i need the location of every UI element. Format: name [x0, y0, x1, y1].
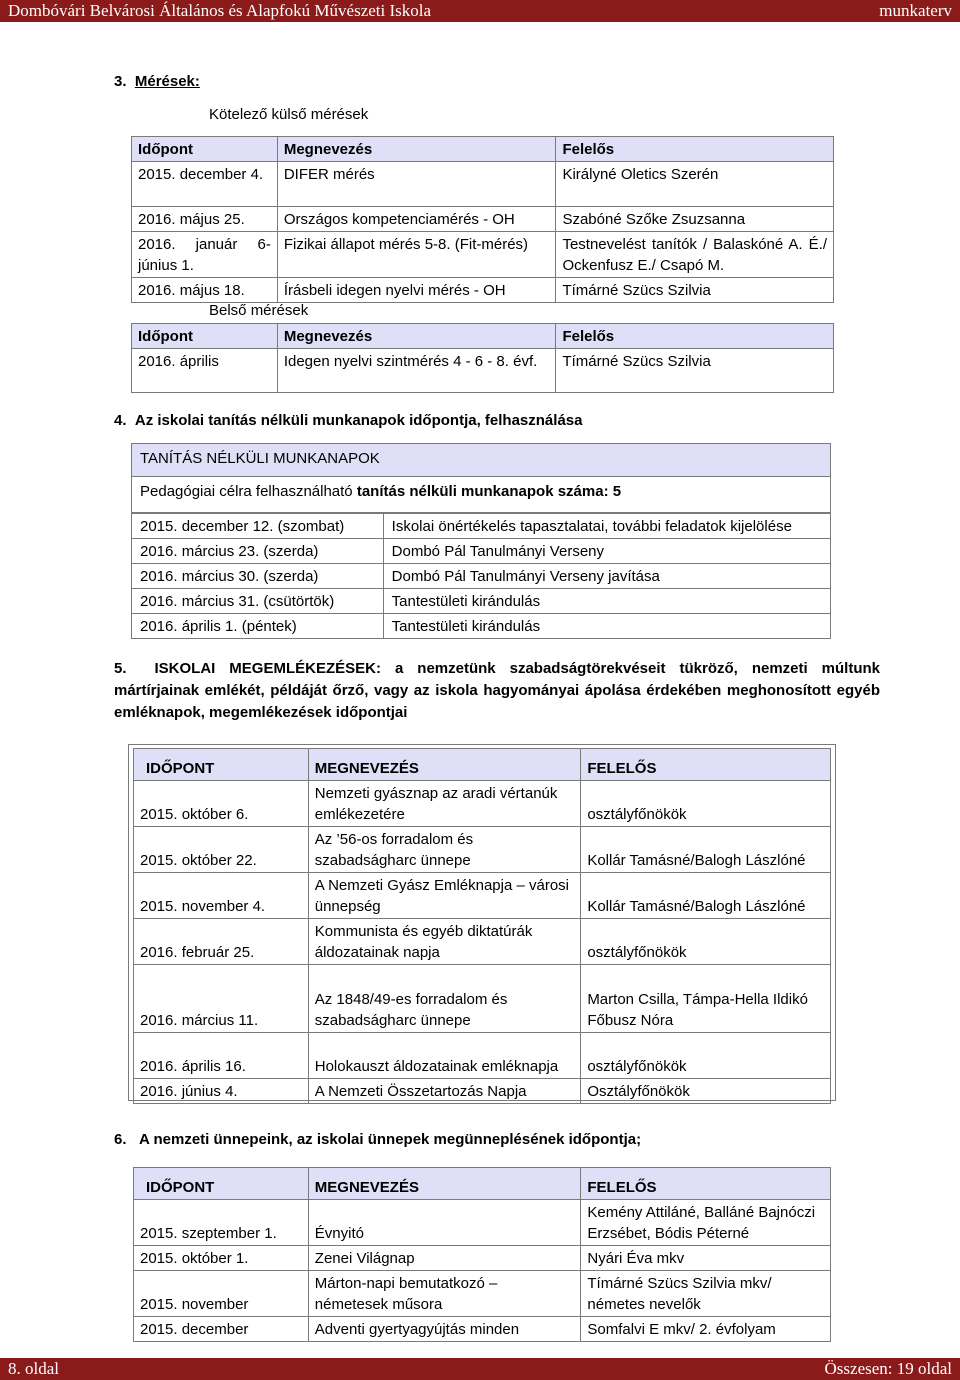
- table-row: [134, 827, 831, 873]
- name-cell: Az ’56-os forradalom és szabadságharc ünnepe: [308, 827, 581, 873]
- table-row: [132, 278, 834, 303]
- count-label: Pedagógiai célra felhasználható: [140, 483, 357, 500]
- owner-cell: Szabóné Szőke Zsuzsanna: [556, 207, 834, 232]
- owner-cell: Somfalvi E mkv/ 2. évfolyam: [581, 1317, 831, 1342]
- header-cell: Megnevezés: [277, 324, 556, 349]
- activity-cell: Iskolai önértékelés tapasztalatai, további feladatok kijelölése: [383, 514, 830, 539]
- section-title: Mérések:: [134, 73, 200, 90]
- section-4-heading: [114, 412, 582, 429]
- table-header-row: [134, 1168, 831, 1200]
- owner-cell: Kollár Tamásné/Balogh Lászlóné: [581, 873, 831, 919]
- date-cell: 2016. március 31. (csütörtök): [132, 589, 384, 614]
- owner-cell: Tímárné Szücs Szilvia: [556, 278, 834, 303]
- name-cell: Írásbeli idegen nyelvi mérés - OH: [277, 278, 556, 303]
- workdays-count: [131, 477, 831, 513]
- total-pages: Összesen: 19 oldal: [824, 1359, 952, 1378]
- table-row: [132, 207, 834, 232]
- owner-cell: Osztályfőnökök: [581, 1079, 831, 1104]
- date-cell: 2016. április 16.: [134, 1033, 309, 1079]
- name-cell: Nemzeti gyásznap az aradi vértanúk emlékezetére: [308, 781, 581, 827]
- header-cell: MEGNEVEZÉS: [308, 749, 581, 781]
- internal-measurements-table: [131, 323, 834, 393]
- name-cell: Évnyitó: [308, 1200, 581, 1246]
- table-row: [132, 539, 831, 564]
- school-name: Dombóvári Belvárosi Általános és Alapfokú Művészeti Iskola: [8, 1, 432, 20]
- activity-cell: Tantestületi kirándulás: [383, 614, 830, 639]
- page-footer: [0, 1358, 960, 1380]
- internal-measurements-title: Belső mérések: [209, 302, 309, 319]
- owner-cell: osztályfőnökök: [581, 1033, 831, 1079]
- name-cell: Országos kompetenciamérés - OH: [277, 207, 556, 232]
- table-header-row: [132, 324, 834, 349]
- date-cell: 2016. február 25.: [134, 919, 309, 965]
- date-cell: 2016. március 11.: [134, 965, 309, 1033]
- commemorations-table: [133, 748, 831, 1104]
- activity-cell: Dombó Pál Tanulmányi Verseny: [383, 539, 830, 564]
- name-cell: Fizikai állapot mérés 5-8. (Fit-mérés): [277, 232, 556, 278]
- table-row: [134, 781, 831, 827]
- table-row: [134, 873, 831, 919]
- header-cell: FELELŐS: [581, 749, 831, 781]
- owner-cell: Tímárné Szücs Szilvia: [556, 349, 834, 393]
- section-number: 4.: [114, 412, 127, 429]
- owner-cell: Tímárné Szücs Szilvia mkv/ németes nevelők: [581, 1271, 831, 1317]
- name-cell: A Nemzeti Gyász Emléknapja – városi ünnepség: [308, 873, 581, 919]
- table-row: [134, 1200, 831, 1246]
- section-description: a nemzetünk szabadságtörekvéseit tükröző, nemzeti múltunk mártírjainak emlékét, példáját őrző, vagy az iskola hagyományai ápolása érdekében meghonosított egyéb emléknapok, megemlékezések időpontjai: [114, 660, 880, 721]
- owner-cell: osztályfőnökök: [581, 919, 831, 965]
- header-cell: IDŐPONT: [134, 1168, 309, 1200]
- date-cell: 2015. október 1.: [134, 1246, 309, 1271]
- owner-cell: Kollár Tamásné/Balogh Lászlóné: [581, 827, 831, 873]
- date-cell: 2015. december 12. (szombat): [132, 514, 384, 539]
- page-number: 8. oldal: [8, 1359, 59, 1378]
- name-cell: Holokauszt áldozatainak emléknapja: [308, 1033, 581, 1079]
- table-row: [134, 919, 831, 965]
- workdays-table: [131, 513, 831, 639]
- workdays-box-title: [131, 443, 831, 477]
- activity-cell: Tantestületi kirándulás: [383, 589, 830, 614]
- page-header: [0, 0, 960, 22]
- section-number: 3.: [114, 73, 127, 90]
- header-cell: MEGNEVEZÉS: [308, 1168, 581, 1200]
- owner-cell: Királyné Oletics Szerén: [556, 162, 834, 207]
- external-measurements-title: Kötelező külső mérések: [209, 106, 369, 123]
- date-cell: 2016. május 18.: [132, 278, 278, 303]
- header-cell: Időpont: [132, 324, 278, 349]
- name-cell: Márton-napi bemutatkozó – németesek műsora: [308, 1271, 581, 1317]
- table-row: [132, 349, 834, 393]
- owner-cell: Nyári Éva mkv: [581, 1246, 831, 1271]
- date-cell: 2016. január 6-június 1.: [132, 232, 278, 278]
- date-cell: 2016. március 23. (szerda): [132, 539, 384, 564]
- date-cell: 2016. április: [132, 349, 278, 393]
- table-row: [132, 232, 834, 278]
- owner-cell: osztályfőnökök: [581, 781, 831, 827]
- date-cell: 2015. december 4.: [132, 162, 278, 207]
- table-row: [134, 1317, 831, 1342]
- date-cell: 2016. június 4.: [134, 1079, 309, 1104]
- owner-cell: Kemény Attiláné, Balláné Bajnóczi Erzsébet, Bódis Péterné: [581, 1200, 831, 1246]
- date-cell: 2015. szeptember 1.: [134, 1200, 309, 1246]
- owner-cell: Testnevelést tanítók / Balaskóné A. É./ Ockenfusz E./ Csapó M.: [556, 232, 834, 278]
- name-cell: Idegen nyelvi szintmérés 4 - 6 - 8. évf.: [277, 349, 556, 393]
- table-row: [134, 1079, 831, 1104]
- table-row: [134, 1246, 831, 1271]
- section-title: Az iskolai tanítás nélküli munkanapok időpontja, felhasználása: [134, 412, 583, 429]
- name-cell: DIFER mérés: [277, 162, 556, 207]
- header-cell: Felelős: [556, 324, 834, 349]
- section-5-heading: [114, 658, 880, 724]
- header-cell: Megnevezés: [277, 137, 556, 162]
- table-header-row: [132, 137, 834, 162]
- section-3-heading: [114, 73, 200, 90]
- table-row: [132, 589, 831, 614]
- document-type: munkaterv: [879, 1, 952, 20]
- date-cell: 2016. május 25.: [132, 207, 278, 232]
- date-cell: 2016. április 1. (péntek): [132, 614, 384, 639]
- section-6-heading: [114, 1131, 641, 1148]
- owner-cell: Marton Csilla, Támpa-Hella Ildikó Főbusz Nóra: [581, 965, 831, 1033]
- name-cell: Az 1848/49-es forradalom és szabadságharc ünnepe: [308, 965, 581, 1033]
- name-cell: A Nemzeti Összetartozás Napja: [308, 1079, 581, 1104]
- header-cell: Felelős: [556, 137, 834, 162]
- header-cell: IDŐPONT: [134, 749, 309, 781]
- header-cell: FELELŐS: [581, 1168, 831, 1200]
- count-value: tanítás nélküli munkanapok száma: 5: [356, 483, 622, 500]
- table-row: [132, 614, 831, 639]
- table-row: [134, 1033, 831, 1079]
- date-cell: 2015. november 4.: [134, 873, 309, 919]
- activity-cell: Dombó Pál Tanulmányi Verseny javítása: [383, 564, 830, 589]
- table-row: [134, 965, 831, 1033]
- table-row: [132, 162, 834, 207]
- name-cell: Kommunista és egyéb diktatúrák áldozatainak napja: [308, 919, 581, 965]
- date-cell: 2015. október 6.: [134, 781, 309, 827]
- name-cell: Adventi gyertyagyújtás minden: [308, 1317, 581, 1342]
- table-row: [132, 514, 831, 539]
- date-cell: 2015. november: [134, 1271, 309, 1317]
- date-cell: 2016. március 30. (szerda): [132, 564, 384, 589]
- date-cell: 2015. december: [134, 1317, 309, 1342]
- date-cell: 2015. október 22.: [134, 827, 309, 873]
- table-row: [134, 1271, 831, 1317]
- box-title: TANÍTÁS NÉLKÜLI MUNKANAPOK: [140, 450, 380, 467]
- name-cell: Zenei Világnap: [308, 1246, 581, 1271]
- celebrations-table: [133, 1167, 831, 1342]
- section-title: A nemzeti ünnepeink, az iskolai ünnepek megünneplésének időpontja;: [139, 1131, 642, 1148]
- table-header-row: [134, 749, 831, 781]
- external-measurements-table: [131, 136, 834, 303]
- section-title: ISKOLAI MEGEMLÉKEZÉSEK:: [154, 660, 381, 677]
- table-row: [132, 564, 831, 589]
- header-cell: Időpont: [132, 137, 278, 162]
- section-number: 6.: [114, 1131, 127, 1148]
- section-number: 5.: [114, 660, 127, 677]
